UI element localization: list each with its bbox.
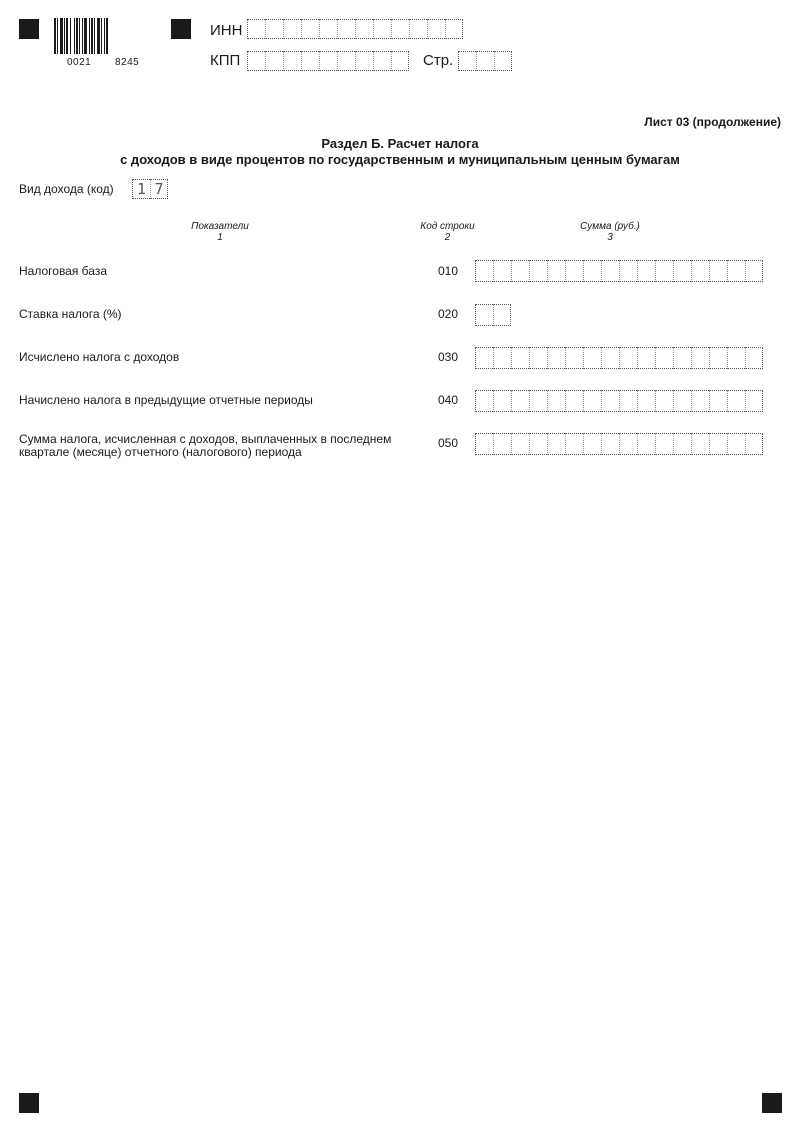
input-cell[interactable] <box>565 390 583 412</box>
input-cell[interactable] <box>319 19 337 39</box>
input-cell[interactable] <box>601 260 619 282</box>
input-cell[interactable] <box>547 390 565 412</box>
barcode-bar <box>66 18 68 54</box>
barcode <box>54 18 142 58</box>
input-cell[interactable] <box>458 51 476 71</box>
row-label-040: Начислено налога в предыдущие отчетные периоды <box>19 393 313 407</box>
input-cell[interactable] <box>565 260 583 282</box>
row-label-010: Налоговая база <box>19 264 107 278</box>
input-cell[interactable] <box>583 433 601 455</box>
column-header-line-code-number: 2 <box>444 232 451 243</box>
input-cell[interactable] <box>493 304 511 326</box>
column-header-indicators <box>150 221 290 243</box>
corner-marker-bottom-left <box>19 1093 39 1113</box>
input-cell[interactable] <box>547 433 565 455</box>
section-title: Раздел Б. Расчет налога <box>321 136 479 151</box>
kpp-label: КПП <box>210 52 241 69</box>
input-cell[interactable] <box>655 390 673 412</box>
input-cell[interactable] <box>691 390 709 412</box>
input-cell[interactable] <box>709 390 727 412</box>
input-cell[interactable] <box>673 260 691 282</box>
input-cell[interactable] <box>337 19 355 39</box>
input-cell[interactable] <box>445 19 463 39</box>
input-cell[interactable] <box>565 433 583 455</box>
column-header-amount <box>540 221 680 243</box>
input-cell[interactable] <box>547 260 565 282</box>
tax-last-quarter-field[interactable] <box>475 433 763 453</box>
input-cell[interactable] <box>493 260 511 282</box>
input-cell[interactable] <box>475 347 493 369</box>
page-number-field[interactable] <box>458 51 512 71</box>
input-cell[interactable] <box>583 347 601 369</box>
input-cell[interactable] <box>319 51 337 71</box>
inn-label: ИНН <box>210 22 243 39</box>
input-cell[interactable] <box>301 19 319 39</box>
input-cell[interactable] <box>583 260 601 282</box>
input-cell[interactable] <box>475 433 493 455</box>
input-cell[interactable] <box>493 347 511 369</box>
input-cell[interactable] <box>283 19 301 39</box>
input-cell[interactable] <box>745 260 763 282</box>
input-cell[interactable] <box>619 347 637 369</box>
input-cell[interactable] <box>619 260 637 282</box>
input-cell[interactable] <box>673 433 691 455</box>
input-cell[interactable] <box>727 347 745 369</box>
input-cell[interactable] <box>619 390 637 412</box>
barcode-bar <box>70 18 71 54</box>
tax-calculated-field[interactable] <box>475 347 763 367</box>
input-cell[interactable] <box>511 433 529 455</box>
barcode-bar <box>79 18 80 54</box>
input-cell[interactable] <box>494 51 512 71</box>
input-cell[interactable] <box>373 51 391 71</box>
income-type-digit-2: 7 <box>150 179 168 199</box>
barcode-bar <box>106 18 108 54</box>
input-cell[interactable] <box>745 390 763 412</box>
input-cell[interactable] <box>265 19 283 39</box>
input-cell[interactable] <box>601 433 619 455</box>
input-cell[interactable] <box>265 51 283 71</box>
column-header-amount-number: 3 <box>607 232 613 243</box>
page-label: Стр. <box>423 52 454 69</box>
input-cell[interactable] <box>709 347 727 369</box>
input-cell[interactable] <box>727 433 745 455</box>
input-cell[interactable] <box>745 433 763 455</box>
barcode-bar <box>64 18 65 54</box>
barcode-bar <box>94 18 95 54</box>
input-cell[interactable] <box>709 433 727 455</box>
corner-marker-bottom-right <box>762 1093 782 1113</box>
input-cell[interactable] <box>475 304 493 326</box>
input-cell[interactable] <box>529 347 547 369</box>
input-cell[interactable] <box>391 51 409 71</box>
row-label-020: Ставка налога (%) <box>19 307 122 321</box>
input-cell[interactable] <box>691 433 709 455</box>
input-cell[interactable] <box>727 390 745 412</box>
column-header-amount-text: Сумма (руб.) <box>580 221 640 232</box>
input-cell[interactable] <box>673 347 691 369</box>
row-code-020: 020 <box>438 307 459 321</box>
row-code-040: 040 <box>438 393 459 407</box>
input-cell[interactable] <box>655 433 673 455</box>
input-cell[interactable] <box>493 433 511 455</box>
input-cell[interactable] <box>655 347 673 369</box>
barcode-bar <box>60 18 63 54</box>
input-cell[interactable] <box>547 347 565 369</box>
row-label-030: Исчислено налога с доходов <box>19 350 180 364</box>
inn-field[interactable] <box>247 19 463 39</box>
barcode-number-right: 8245 <box>115 57 140 68</box>
tax-base-field[interactable] <box>475 260 763 280</box>
input-cell[interactable] <box>355 51 373 71</box>
input-cell[interactable] <box>709 260 727 282</box>
input-cell[interactable] <box>493 390 511 412</box>
column-header-line-code <box>400 221 495 243</box>
row-code-030: 030 <box>438 350 459 364</box>
input-cell[interactable] <box>355 19 373 39</box>
income-type-digit-1: 1 <box>132 179 150 199</box>
sheet-label: Лист 03 (продолжение) <box>644 115 781 129</box>
input-cell[interactable] <box>475 260 493 282</box>
input-cell[interactable] <box>475 390 493 412</box>
input-cell[interactable] <box>637 433 655 455</box>
income-type-field[interactable] <box>132 179 168 199</box>
barcode-number-left: 0021 <box>67 57 92 68</box>
input-cell[interactable] <box>283 51 301 71</box>
input-cell[interactable] <box>655 260 673 282</box>
input-cell[interactable] <box>565 347 583 369</box>
input-cell[interactable] <box>511 347 529 369</box>
section-subtitle: с доходов в виде процентов по государственным и муниципальным ценным бумагам <box>120 152 680 167</box>
barcode-bar <box>101 18 102 54</box>
column-header-indicators-number: 1 <box>217 232 223 243</box>
kpp-field[interactable] <box>247 51 409 71</box>
input-cell[interactable] <box>619 433 637 455</box>
tax-rate-field[interactable] <box>475 304 511 324</box>
input-cell[interactable] <box>727 260 745 282</box>
input-cell[interactable] <box>247 51 265 71</box>
input-cell[interactable] <box>427 19 445 39</box>
barcode-bar <box>89 18 90 54</box>
barcode-bar <box>76 18 78 54</box>
barcode-bar <box>97 18 100 54</box>
row-code-010: 010 <box>438 264 459 278</box>
barcode-bar <box>82 18 83 54</box>
input-cell[interactable] <box>476 51 494 71</box>
input-cell[interactable] <box>601 347 619 369</box>
column-header-indicators-text: Показатели <box>191 221 249 232</box>
barcode-bar <box>74 18 75 54</box>
input-cell[interactable] <box>673 390 691 412</box>
row-code-050: 050 <box>438 436 459 450</box>
input-cell[interactable] <box>691 260 709 282</box>
input-cell[interactable] <box>373 19 391 39</box>
input-cell[interactable] <box>247 19 265 39</box>
barcode-bar <box>84 18 87 54</box>
input-cell[interactable] <box>691 347 709 369</box>
input-cell[interactable] <box>637 390 655 412</box>
input-cell[interactable] <box>337 51 355 71</box>
input-cell[interactable] <box>529 433 547 455</box>
barcode-bar <box>57 18 58 54</box>
input-cell[interactable] <box>529 390 547 412</box>
input-cell[interactable] <box>301 51 319 71</box>
barcode-bar <box>91 18 93 54</box>
corner-marker-top-left <box>19 19 39 39</box>
input-cell[interactable] <box>511 390 529 412</box>
input-cell[interactable] <box>391 19 409 39</box>
input-cell[interactable] <box>601 390 619 412</box>
input-cell[interactable] <box>637 347 655 369</box>
tax-accrued-previous-field[interactable] <box>475 390 763 410</box>
column-header-line-code-text: Код строки <box>420 221 475 232</box>
barcode-bar <box>104 18 105 54</box>
row-label-050: Сумма налога, исчисленная с доходов, выплаченных в последнем квартале (месяце) отчетного (налогового) периода <box>19 432 392 459</box>
input-cell[interactable] <box>583 390 601 412</box>
input-cell[interactable] <box>745 347 763 369</box>
input-cell[interactable] <box>409 19 427 39</box>
income-type-label: Вид дохода (код) <box>19 182 114 196</box>
corner-marker-top-right <box>171 19 191 39</box>
input-cell[interactable] <box>511 260 529 282</box>
input-cell[interactable] <box>529 260 547 282</box>
input-cell[interactable] <box>637 260 655 282</box>
barcode-bar <box>54 18 56 54</box>
